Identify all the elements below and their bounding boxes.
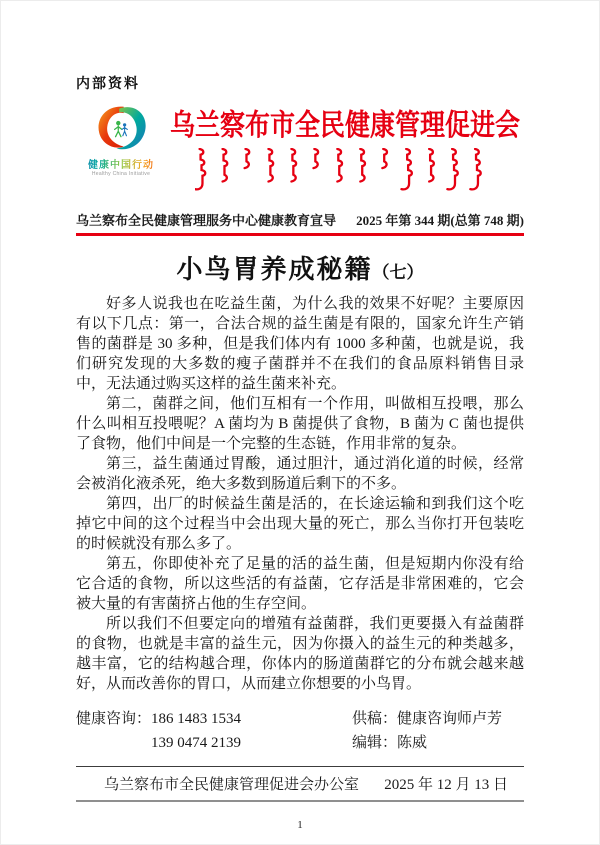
editor-label: 编辑： <box>352 735 398 752</box>
issue-line-right: 2025 年第 344 期(总第 748 期) <box>356 213 524 228</box>
organization-title: 乌兰察布市全民健康管理促进会 <box>169 109 520 143</box>
article-body <box>76 294 524 694</box>
contributor-label: 供稿： <box>352 711 398 728</box>
masthead <box>76 102 524 197</box>
contributor-name: 健康咨询师卢芳 <box>397 711 503 728</box>
paragraph: 所以我们不但要定向的增殖有益菌群，我们更要摄入有益菌群的食物，也就是丰富的益生元，因为你摄入的益生元的种类越多，越丰富，它的结构越合理，你体内的肠道菌群它的分布就会越来越好，从而改善你的胃口，从而建立你想要的小鸟胃。 <box>76 616 524 693</box>
paragraph: 第三，益生菌通过胃酸，通过胆汁，通过消化道的时候，经常会被消化液杀死，绝大多数到肠道后剩下的不多。 <box>76 456 524 493</box>
editor-name: 陈威 <box>397 735 428 752</box>
phone-number-1: 186 1483 1534 <box>151 711 242 728</box>
contact-section <box>76 707 524 755</box>
page-number: 1 <box>297 819 303 832</box>
mongolian-script-decoration <box>195 148 495 192</box>
red-divider-rule <box>76 233 524 236</box>
masthead-right <box>166 102 524 197</box>
contact-label: 健康咨询： <box>76 711 152 728</box>
healthy-china-logo <box>76 102 166 177</box>
article-title-main: 小鸟胃养成秘籍 <box>176 255 373 284</box>
logo-subtext: Healthy China Initiative <box>91 171 151 177</box>
contact-phone-block <box>76 707 241 755</box>
internal-material-label: 内部资料 <box>76 75 140 91</box>
article-title <box>76 254 524 285</box>
paragraph: 第四，出厂的时候益生菌是活的，在长途运输和到我们这个吃掉它中间的这个过程当中会出现大量的死亡，那么当你打开包装吃的时候就没有那么多了。 <box>76 496 524 553</box>
healthy-china-logo-icon <box>92 102 150 155</box>
footer-office: 乌兰察布市全民健康管理促进会办公室 <box>104 777 360 794</box>
contributor-row <box>352 707 510 731</box>
footer-date: 2025 年 12 月 13 日 <box>384 777 508 794</box>
paragraph: 好多人说我也在吃益生菌，为什么我的效果不好呢？主要原因有以下几点：第一，合法合规的益生菌是有限的，国家允许生产销售的菌群是 30 多种，但是我们体内有 1000 多种菌，也就是说，我们研究发现的大多数的瘦子菌群并不在我们的食品原料销售目录中，无法通过购买这样的益生菌来补充。 <box>76 296 524 393</box>
logo-text: 健康中国行动 <box>76 156 166 171</box>
phone-number-2: 139 0474 2139 <box>151 735 242 752</box>
editor-row <box>352 731 510 755</box>
paragraph: 第五，你即使补充了足量的活的益生菌，但是短期内你没有给它合适的食物，所以这些活的有益菌，它存活是非常困难的，它会被大量的有害菌挤占他的生存空间。 <box>76 556 524 613</box>
credits-block <box>352 707 524 755</box>
contact-phones <box>151 707 241 755</box>
issue-line-left: 乌兰察布全民健康管理服务中心健康教育宣导 <box>76 213 337 228</box>
paragraph: 第二，菌群之间，他们互相有一个作用，叫做相互投喂，那么什么叫相互投喂呢？A 菌均为 B 菌提供了食物，B 菌为 C 菌也提供了食物，他们中间是一个完整的生态链，作用非常的复杂。 <box>76 396 524 453</box>
article-title-suffix: （七） <box>372 263 424 282</box>
footer-band <box>76 766 524 802</box>
issue-line <box>76 210 524 229</box>
